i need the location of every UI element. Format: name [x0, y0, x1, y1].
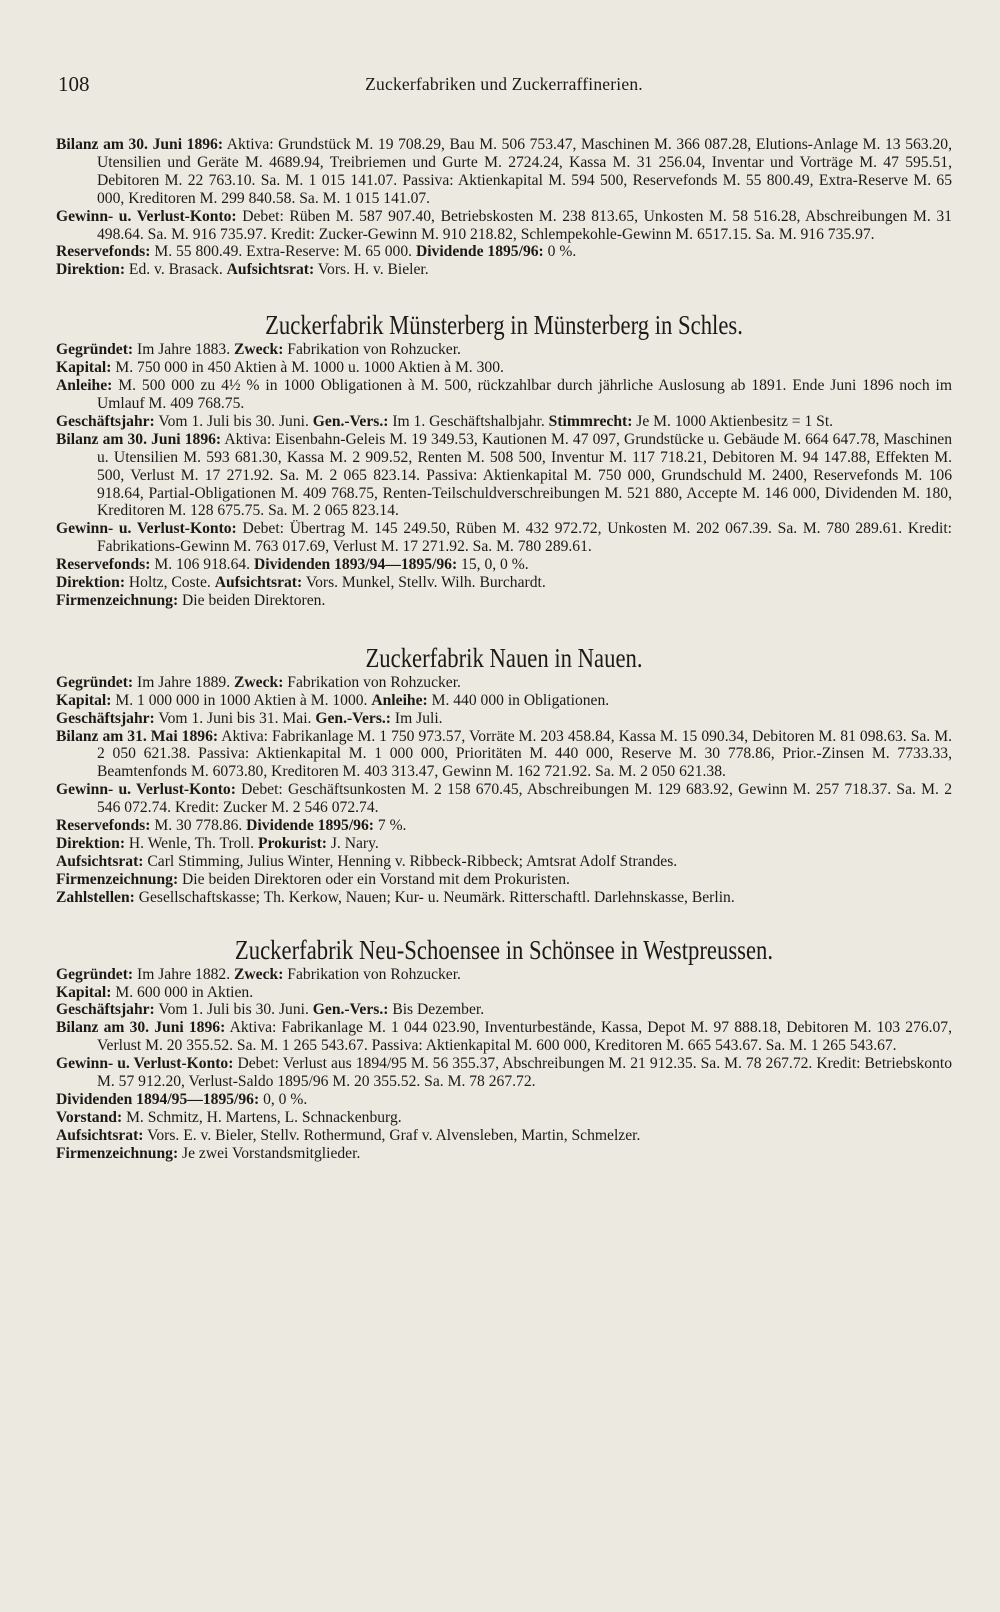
label: Gen.-Vers.: — [315, 709, 392, 727]
label: Geschäftsjahr: — [56, 1001, 155, 1019]
value: 0 %. — [547, 243, 577, 261]
value: Bis Dezember. — [392, 1001, 485, 1019]
value: Debet: Rüben M. 587 907.40, Betriebskosten M. 238 813.65, Unkosten M. 58 516.28, Abschreibungen M. 31 498.64. Sa. M. 916 735.97. Kredit: Zucker-Gewinn M. 910 218.82, Schlempekohle-Gewinn M. 6517.15. Sa. M. 916 735.97. — [97, 207, 952, 243]
company-entry-nauen — [56, 674, 952, 907]
value: M. 600 000 in Aktien. — [115, 983, 254, 1001]
value: M. 750 000 in 450 Aktien à M. 1000 u. 1000 Aktien à M. 300. — [115, 359, 504, 377]
label: Dividenden 1894/95—1895/96: — [56, 1090, 260, 1108]
direktion-paragraph — [56, 574, 952, 592]
label: Gewinn- u. Verlust-Konto: — [56, 1055, 234, 1073]
value: Die beiden Direktoren. — [182, 591, 326, 609]
label: Dividende 1895/96: — [246, 817, 374, 835]
value: Aktiva: Fabrikanlage M. 1 750 973.57, Vorräte M. 203 458.84, Kassa M. 15 090.34, Debitoren M. 81 098.63. Sa. M. 2 050 621.38. Passiva: Aktienkapital M. 1 000 000, Prioritäten M. 440 000, Reserve M. 30 778.86, Prior.-Zinsen M. 7733.33, Beamtenfonds M. 6073.80, Kreditoren M. 403 313.47, Gewinn M. 162 721.92. Sa. M. 2 050 621.38. — [97, 727, 952, 781]
company-heading-muensterberg: Zuckerfabrik Münsterberg in Münsterberg in Schles. — [265, 310, 743, 341]
guv-paragraph — [56, 781, 952, 817]
bilanz-paragraph — [56, 136, 952, 208]
reserve-paragraph — [56, 556, 952, 574]
value: Im Juli. — [394, 709, 443, 727]
value: Fabrikation von Rohzucker. — [287, 965, 461, 983]
value: Im 1. Geschäftshalbjahr. — [392, 412, 545, 430]
value: Fabrikation von Rohzucker. — [287, 673, 461, 691]
value: Vom 1. Juli bis 30. Juni. — [158, 1001, 309, 1019]
value: Debet: Geschäftsunkosten M. 2 158 670.45, Abschreibungen M. 129 683.92, Gewinn M. 257 718.37. Sa. M. 2 546 072.74. Kredit: Zucker M. 2 546 072.74. — [97, 781, 952, 817]
label: Bilanz am 30. Juni 1896: — [56, 1019, 226, 1037]
value: H. Wenle, Th. Troll. — [128, 835, 255, 852]
aufsichtsrat-paragraph — [56, 1127, 952, 1145]
founding-paragraph — [56, 966, 952, 984]
label: Gewinn- u. Verlust-Konto: — [56, 520, 237, 538]
kapital-paragraph — [56, 359, 952, 377]
direktion-paragraph — [56, 835, 952, 853]
label: Aufsichtsrat: — [56, 852, 144, 870]
label: Gegründet: — [56, 673, 134, 691]
label: Direktion: — [56, 835, 126, 852]
label: Reservefonds: — [56, 817, 151, 835]
value: Vors. H. v. Bieler. — [317, 261, 429, 279]
label: Aufsichtsrat: — [214, 574, 303, 592]
value: Vors. Munkel, Stellv. Wilh. Burchardt. — [305, 574, 546, 592]
bilanz-paragraph — [56, 1019, 952, 1055]
label: Dividende 1895/96: — [415, 243, 544, 261]
aufsichtsrat-paragraph — [56, 853, 952, 871]
label: Kapital: — [56, 359, 112, 377]
value: Debet: Übertrag M. 145 249.50, Rüben M. 432 972.72, Unkosten M. 202 067.39. Sa. M. 780 289.61. Kredit: Fabrikations-Gewinn M. 763 017.69, Verlust M. 17 271.92. Sa. M. 780 289.61. — [97, 520, 952, 556]
label: Geschäftsjahr: — [56, 709, 155, 727]
value: M. Schmitz, H. Martens, L. Schnackenburg. — [126, 1108, 402, 1126]
geschaeftsjahr-paragraph — [56, 710, 952, 728]
value: Vors. E. v. Bieler, Stellv. Rothermund, Graf v. Alvensleben, Martin, Schmelzer. — [147, 1126, 641, 1144]
guv-paragraph — [56, 208, 952, 244]
company-heading-nauen: Zuckerfabrik Nauen in Nauen. — [365, 642, 643, 673]
value: Aktiva: Fabrikanlage M. 1 044 023.90, Inventurbestände, Kassa, Depot M. 97 888.18, Debitoren M. 103 276.07, Verlust M. 20 355.52. Sa. M. 1 265 543.67. Passiva: Aktienkapital M. 600 000, Kreditoren M. 665 543.67. Sa. M. 1 265 543.67. — [97, 1019, 953, 1055]
value: Die beiden Direktoren oder ein Vorstand mit dem Prokuristen. — [182, 870, 570, 888]
dividenden-paragraph — [56, 1091, 952, 1109]
label: Anleihe: — [371, 691, 428, 709]
label: Direktion: — [56, 261, 126, 279]
value: Aktiva: Grundstück M. 19 708.29, Bau M. 506 753.47, Maschinen M. 366 087.28, Elutions-Anlage M. 13 563.20, Utensilien und Geräte M. 4689.94, Treibriemen und Gurte M. 2724.24, Kassa M. 31 256.04, Inventar und Vorträge M. 47 595.51, Debitoren M. 22 763.10. Sa. M. 1 015 141.07. Passiva: Aktienkapital M. 594 500, Reservefonds M. 55 800.49, Extra-Reserve M. 65 000, Kreditoren M. 299 840.58. Sa. M. 1 015 141.07. — [97, 136, 952, 207]
label: Bilanz am 30. Juni 1896: — [56, 430, 222, 448]
kapital-paragraph — [56, 692, 952, 710]
label: Firmenzeichnung: — [56, 1144, 179, 1162]
value: Fabrikation von Rohzucker. — [287, 341, 461, 359]
label: Direktion: — [56, 574, 126, 592]
label: Zweck: — [234, 341, 284, 359]
guv-paragraph — [56, 520, 952, 556]
label: Gen.-Vers.: — [312, 1001, 389, 1019]
zahlstellen-paragraph — [56, 889, 952, 907]
label: Anleihe: — [56, 377, 113, 395]
label: Gen.-Vers.: — [312, 412, 389, 430]
geschaeftsjahr-paragraph — [56, 1001, 952, 1019]
company-entry-muensterberg — [56, 341, 952, 610]
value: Aktiva: Eisenbahn-Geleis M. 19 349.53, Kautionen M. 47 097, Grundstücke u. Gebäude M. 664 647.78, Maschinen u. Utensilien M. 593 681.30, Kassa M. 2 909.52, Renten M. 508 500, Inventur M. 117 718.21, Debitoren M. 94 147.88, Effekten M. 500, Verlust M. 17 271.92. Sa. M. 2 065 823.14. Passiva: Aktienkapital M. 750 000, Grundschuld M. 2400, Reservefonds M. 106 918.64, Partial-Obligationen M. 409 768.75, Renten-Teilschuldverschreibungen M. 521 880, Accepte M. 146 000, Dividenden M. 180, Kreditoren M. 128 675.75. Sa. M. 2 065 823.14. — [97, 430, 952, 520]
label: Firmenzeichnung: — [56, 591, 179, 609]
company-entry-neu-schoensee — [56, 966, 952, 1163]
label: Kapital: — [56, 691, 112, 709]
value: Im Jahre 1883. — [137, 341, 231, 359]
value: 15, 0, 0 %. — [461, 556, 529, 574]
label: Geschäftsjahr: — [56, 412, 155, 430]
label: Gegründet: — [56, 965, 134, 983]
label: Bilanz am 31. Mai 1896: — [56, 727, 219, 745]
direktion-paragraph — [56, 261, 952, 279]
value: 0, 0 %. — [263, 1090, 308, 1108]
label: Gewinn- u. Verlust-Konto: — [56, 781, 236, 799]
label: Bilanz am 30. Juni 1896: — [56, 136, 224, 153]
value: Holtz, Coste. — [128, 574, 211, 592]
vorstand-paragraph — [56, 1109, 952, 1127]
firmenzeichnung-paragraph — [56, 592, 952, 610]
value: Gesellschaftskasse; Th. Kerkow, Nauen; Kur- u. Neumärk. Ritterschaftl. Darlehnskasse, Berlin. — [138, 888, 735, 906]
geschaeftsjahr-paragraph — [56, 413, 952, 431]
value: M. 106 918.64. — [154, 556, 251, 574]
label: Reservefonds: — [56, 243, 151, 261]
running-title: Zuckerfabriken und Zuckerraffinerien. — [365, 74, 643, 94]
value: Im Jahre 1882. — [137, 965, 231, 983]
label: Aufsichtsrat: — [226, 261, 315, 279]
page-number: 108 — [58, 72, 90, 96]
label: Gegründet: — [56, 341, 134, 359]
bilanz-paragraph — [56, 728, 952, 782]
value: Carl Stimming, Julius Winter, Henning v. Ribbeck-Ribbeck; Amtsrat Adolf Strandes. — [147, 852, 678, 870]
value: M. 1 000 000 in 1000 Aktien à M. 1000. — [115, 691, 368, 709]
kapital-paragraph — [56, 984, 952, 1002]
value: 7 %. — [377, 817, 407, 835]
company-heading-neu-schoensee: Zuckerfabrik Neu-Schoensee in Schönsee in Westpreussen. — [234, 934, 774, 965]
firmenzeichnung-paragraph — [56, 871, 952, 889]
previous-entry-continuation — [56, 136, 952, 279]
value: M. 30 778.86. — [154, 817, 243, 835]
label: Zweck: — [234, 965, 284, 983]
label: Dividenden 1893/94—1895/96: — [253, 556, 458, 574]
label: Prokurist: — [257, 835, 327, 852]
reserve-paragraph — [56, 243, 952, 261]
label: Firmenzeichnung: — [56, 870, 179, 888]
anleihe-paragraph — [56, 377, 952, 413]
value: M. 500 000 zu 4½ % in 1000 Obligationen à M. 500, rückzahlbar durch jährliche Auslosung ab 1891. Ende Juni 1896 noch im Umlauf M. 409 768.75. — [97, 377, 952, 412]
label: Aufsichtsrat: — [56, 1126, 144, 1144]
value: Vom 1. Juli bis 30. Juni. — [158, 412, 309, 430]
value: Je zwei Vorstandsmitglieder. — [182, 1144, 361, 1162]
guv-paragraph — [56, 1055, 952, 1091]
value: Debet: Verlust aus 1894/95 M. 56 355.37, Abschreibungen M. 21 912.35. Sa. M. 78 267.72. Kredit: Betriebskonto M. 57 912.20, Verlust-Saldo 1895/96 M. 20 355.52. Sa. M. 78 267.72. — [97, 1055, 952, 1091]
value: Ed. v. Brasack. — [128, 261, 223, 279]
value: M. 55 800.49. Extra-Reserve: M. 65 000. — [154, 243, 413, 261]
firmenzeichnung-paragraph — [56, 1145, 952, 1163]
label: Kapital: — [56, 983, 112, 1001]
label: Zahlstellen: — [56, 888, 135, 906]
value: Im Jahre 1889. — [137, 673, 231, 691]
value: Je M. 1000 Aktienbesitz = 1 St. — [636, 412, 834, 430]
running-head — [56, 72, 952, 106]
label: Zweck: — [234, 673, 284, 691]
label: Gewinn- u. Verlust-Konto: — [56, 207, 237, 225]
value: Vom 1. Juni bis 31. Mai. — [158, 709, 312, 727]
founding-paragraph — [56, 674, 952, 692]
founding-paragraph — [56, 341, 952, 359]
reserve-paragraph — [56, 817, 952, 835]
label: Vorstand: — [56, 1108, 123, 1126]
label: Reservefonds: — [56, 556, 151, 574]
bilanz-paragraph — [56, 431, 952, 521]
value: M. 440 000 in Obligationen. — [431, 691, 610, 709]
value: J. Nary. — [330, 835, 379, 852]
label: Stimmrecht: — [548, 412, 633, 430]
